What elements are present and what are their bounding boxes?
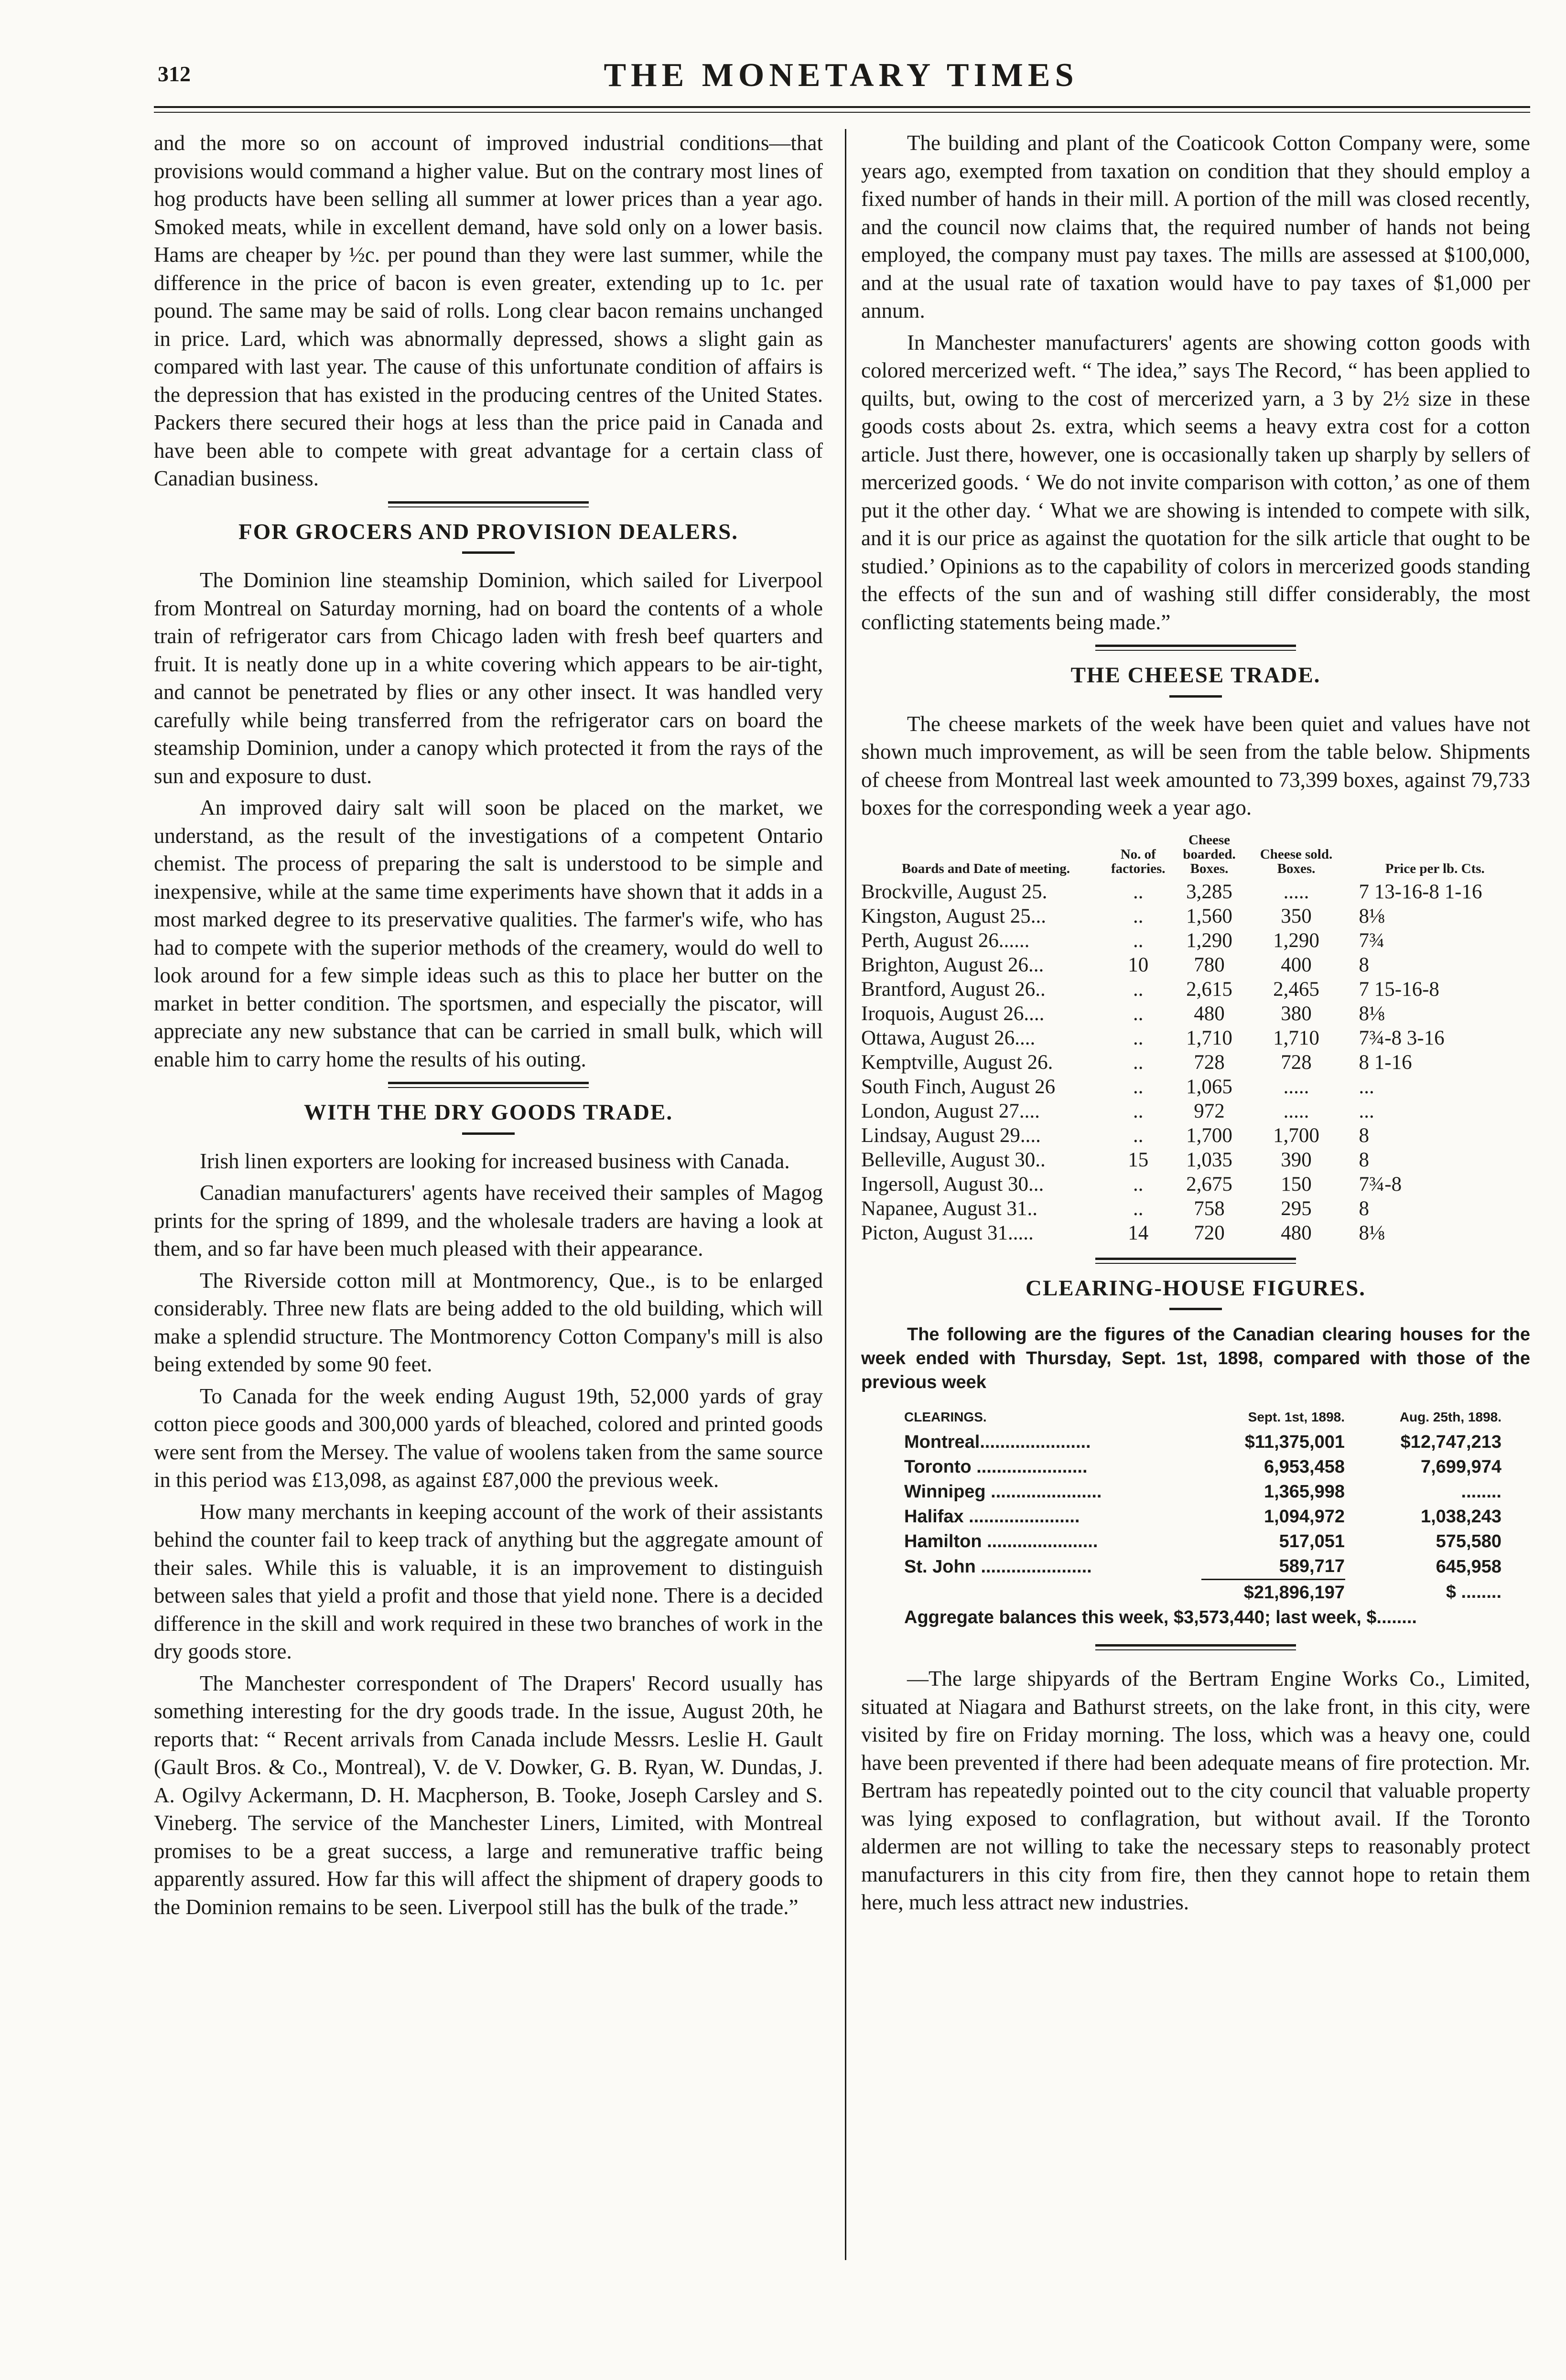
article-paragraph: The Dominion line steamship Dominion, which sailed for Liverpool from Montreal on Saturday morning, had on board the contents of a whole train of refrigerator cars from Chicago laden with fresh beef quarters and fruit. It is neatly done up in a white covering which appears to be air-tight, and cannot be penetrated by flies or any other insect. It was handled very carefully while being transferred from the refrigerator cars on board the steamship Dominion, under a canopy which protected it from the rays of the sun and exposure to dust. — [154, 568, 823, 788]
table-header-row — [861, 1405, 1530, 1430]
table-cell: 517,051 — [1279, 1531, 1345, 1551]
article-paragraph: Canadian manufacturers' agents have received their samples of Magog prints for the spring of 1899, and the wholesale traders are having a look at them, and so far have been much pleased with their appearance. — [154, 1181, 823, 1260]
table-cell: 1,700 — [1273, 1124, 1319, 1147]
table-row — [861, 1221, 1530, 1245]
table-cell: 645,958 — [1436, 1556, 1501, 1577]
table-row — [861, 1075, 1530, 1099]
table-cell: Hamilton ...................... — [904, 1531, 1098, 1551]
header-rule-bottom — [154, 112, 1530, 113]
table-cell: Montreal...................... — [904, 1432, 1091, 1452]
column-divider — [845, 129, 846, 2260]
table-cell: 8⅛ — [1359, 905, 1385, 927]
table-cell: Kingston, August 25... — [861, 905, 1047, 927]
table-cell: Brantford, August 26.. — [861, 978, 1046, 1001]
header-rule-top — [154, 106, 1530, 108]
table-cell: South Finch, August 26 — [861, 1075, 1056, 1098]
table-cell: ..... — [1283, 1099, 1309, 1122]
table-cell: 390 — [1281, 1148, 1312, 1171]
title-underline — [462, 551, 515, 554]
table-cell: 7 13-16-8 1-16 — [1359, 880, 1482, 903]
table-cell: 10 — [1128, 953, 1149, 976]
article-paragraph: In Manchester manufacturers' agents are showing cotton goods with colored mercerized weft. “ The idea,” says The Record, “ has been applied to quilts, but, owing to the cost of mercerized yarn, a 3 by 2½ size in these goods costs about 2s. extra, which seems a heavy extra cost for a cotton article. Just there, however, one is occasionally taken up sharply by sellers of mercerized goods. ‘ We do not invite comparison with cotton,’ as one of them put it the other day. ‘ What we are showing is intended to compete with silk, and it is our price as against the quotation for the silk article that ought to be studied.’ Opinions as to the capability of colors in mercerized goods standing the effects of the sun and of washing still differ considerably, the most conflicting statements being made.” — [861, 330, 1530, 634]
table-cell: St. John ...................... — [904, 1556, 1092, 1577]
table-cell: ... — [1359, 1099, 1374, 1122]
table-cell: 2,675 — [1186, 1173, 1232, 1195]
page-number: 312 — [158, 62, 191, 86]
article-paragraph: and the more so on account of improved industrial conditions—that provisions would command a higher value. But on the contrary most lines of hog products have been selling all summer at lower prices than a year ago. Smoked meats, while in excellent demand, have sold only on a lower basis. Hams are cheaper by ½c. per pound than they were last summer, while the difference in the price of bacon is even greater, extending up to 1c. per pound. The same may be said of rolls. Long clear bacon remains unchanged in price. Lard, which was abnormally depressed, shows a slight gain as compared with last year. The cause of this unfortunate condition of affairs is the depression that has existed in the producing centres of the United States. Packers there secured their hogs at less than the price paid in Canada and have been able to compete with great advantage for a certain class of Canadian business. — [154, 131, 823, 490]
table-cell: 1,560 — [1186, 905, 1232, 927]
table-row — [861, 904, 1530, 928]
article-paragraph: The building and plant of the Coaticook Cotton Company were, some years ago, exempted from taxation on condition that they should employ a fixed number of hands in their mill. A portion of the mill was closed recently, and the council now claims that, the required number of hands not being employed, the company must pay taxes. The mills are assessed at $100,000, and at the usual rate of taxation would have to pay taxes of $1,000 per annum. — [861, 131, 1530, 323]
table-cell: ........ — [1461, 1482, 1501, 1502]
article-paragraph: An improved dairy salt will soon be placed on the market, we understand, as the result of the investigations of a competent Ontario chemist. The process of preparing the salt is understood to be simple and inexpensive, while at the same time experiments have shown that it adds in a most marked degree to its preservative qualities. The farmer's wife, who has had to compete with the superior methods of the creamery, would do well to look around for a few simple ideas such as this to place her butter on the market in better condition. The sportsmen, and especially the piscator, will appreciate any new substance that can be carried in small bulk, which will enable him to carry home the results of his outing. — [154, 796, 823, 1071]
table-cell: 780 — [1194, 953, 1225, 976]
table-cell: 1,035 — [1186, 1148, 1232, 1171]
table-cell: .. — [1133, 1197, 1144, 1220]
table-cell: 1,065 — [1186, 1075, 1232, 1098]
table-row — [861, 1454, 1530, 1479]
table-row — [861, 977, 1530, 1002]
article-paragraph: The Manchester correspondent of The Drapers' Record usually has something interesting for the dry goods trade. In the issue, August 20th, he reports that: “ Recent arrivals from Canada include Messrs. Leslie H. Gault (Gault Bros. & Co., Montreal), V. de V. Dowker, G. B. Ryan, W. Dundas, J. A. Ogilvy Ackermann, D. H. Macpherson, B. Tooke, Joseph Carsley and S. Vineberg. The service of the Manchester Liners, Limited, with Montreal promises to be a great success, a large and remunerative traffic being apparently assured. How far this will affect the shipment of drapery goods to the Dominion remains to be seen. Liverpool still has the bulk of the trade.” — [154, 1671, 823, 1919]
table-cell: ..... — [1283, 1075, 1309, 1098]
table-cell: 3,285 — [1186, 880, 1232, 903]
article-paragraph: To Canada for the week ending August 19th, 52,000 yards of gray cotton piece goods and 300,000 yards of bleached, colored and printed goods were sent from the Mersey. The value of woolens taken from the same source in this period was £13,098, as against £87,000 the previous week. — [154, 1384, 823, 1492]
table-cell: 150 — [1281, 1173, 1312, 1195]
table-cell: Halifax ...................... — [904, 1507, 1080, 1527]
table-cell: 1,365,998 — [1264, 1482, 1345, 1502]
table-row — [861, 1002, 1530, 1026]
cheese-table — [861, 832, 1530, 1245]
table-cell: 1,038,243 — [1420, 1507, 1501, 1527]
table-cell: .. — [1133, 880, 1144, 903]
table-cell: Winnipeg ...................... — [904, 1482, 1102, 1502]
aggregate-balances: Aggregate balances this week, $3,573,440; last week, $........ — [904, 1607, 1417, 1627]
table-cell: ... — [1359, 1075, 1374, 1098]
section-title-clearing: CLEARING-HOUSE FIGURES. — [1026, 1275, 1366, 1301]
section-divider — [388, 1082, 589, 1088]
table-cell: 400 — [1281, 953, 1312, 976]
table-row — [861, 1050, 1530, 1075]
table-cell: 8⅛ — [1359, 1002, 1385, 1025]
table-cell: 728 — [1194, 1051, 1225, 1074]
table-cell: 7¾ — [1359, 929, 1385, 952]
table-row — [861, 1554, 1530, 1580]
table-cell: Perth, August 26...... — [861, 929, 1030, 952]
section-divider — [1095, 1644, 1296, 1650]
table-cell: Kemptville, August 26. — [861, 1051, 1053, 1074]
table-cell: $11,375,001 — [1244, 1432, 1345, 1452]
table-cell: .. — [1133, 929, 1144, 952]
section-title-grocers: FOR GROCERS AND PROVISION DEALERS. — [238, 519, 738, 544]
section-title-cheese: THE CHEESE TRADE. — [1070, 663, 1321, 688]
clearing-intro: The following are the figures of the Canadian clearing houses for the week ended with Thursday, Sept. 1st, 1898, compared with those of the previous week — [861, 1325, 1530, 1392]
section-title-dry-goods: WITH THE DRY GOODS TRADE. — [303, 1100, 673, 1125]
title-underline — [1169, 695, 1222, 698]
table-cell: 1,094,972 — [1264, 1507, 1345, 1527]
table-cell: $12,747,213 — [1400, 1432, 1501, 1452]
blank-cell — [861, 1580, 1201, 1605]
table-cell: 1,710 — [1186, 1026, 1232, 1049]
masthead: THE MONETARY TIMES — [604, 57, 1079, 94]
table-cell: .. — [1133, 905, 1144, 927]
page-header — [158, 56, 1524, 99]
article-paragraph: How many merchants in keeping account of the work of their assistants behind the counter fail to keep track of anything but the aggregate amount of their sales. While this is valuable, it is an improvement to distinguish between sales that yield a profit and those that yield none. There is a decided difference in the skill and work required in these two branches of work in the dry goods store. — [154, 1499, 823, 1663]
table-row — [861, 1529, 1530, 1554]
table-cell: 8 — [1359, 1148, 1370, 1171]
table-header-row — [861, 832, 1530, 880]
section-divider — [1095, 645, 1296, 651]
table-cell: 589,717 — [1279, 1556, 1345, 1576]
cheese-table-body — [861, 880, 1530, 1245]
table-cell: .. — [1133, 1099, 1144, 1122]
table-cell: 758 — [1194, 1197, 1225, 1220]
table-row — [861, 1026, 1530, 1050]
column-header: Boards and Date of meeting. — [901, 861, 1070, 876]
table-row — [861, 880, 1530, 904]
table-cell: 8 — [1359, 1197, 1370, 1220]
table-cell: 8 1-16 — [1359, 1051, 1412, 1074]
table-cell: .. — [1133, 1173, 1144, 1195]
table-row — [861, 953, 1530, 977]
table-cell: .. — [1133, 1002, 1144, 1025]
table-cell: 480 — [1281, 1221, 1312, 1244]
table-cell: 8 — [1359, 1124, 1370, 1147]
table-cell: ..... — [1283, 880, 1309, 903]
table-cell: 295 — [1281, 1197, 1312, 1220]
title-underline — [1169, 1308, 1222, 1310]
table-cell: Brighton, August 26... — [861, 953, 1044, 976]
table-cell: 15 — [1128, 1148, 1149, 1171]
table-row — [861, 1504, 1530, 1529]
table-cell: .. — [1133, 1026, 1144, 1049]
table-cell: 7¾-8 3-16 — [1359, 1026, 1445, 1049]
table-cell: 7¾-8 — [1359, 1173, 1402, 1195]
section-divider — [1095, 1258, 1296, 1264]
table-cell: 720 — [1194, 1221, 1225, 1244]
table-row — [861, 928, 1530, 953]
table-cell: 8⅛ — [1359, 1221, 1385, 1244]
table-cell: 7,699,974 — [1420, 1457, 1501, 1477]
table-cell: Ingersoll, August 30... — [861, 1173, 1044, 1195]
table-row — [861, 1148, 1530, 1172]
table-row — [861, 1123, 1530, 1148]
table-row — [861, 1196, 1530, 1221]
table-cell: Lindsay, August 29.... — [861, 1124, 1041, 1147]
table-cell: .. — [1133, 1051, 1144, 1074]
article-paragraph: The Riverside cotton mill at Montmorency, Que., is to be enlarged considerably. Three new flats are being added to the old building, which will make a splendid structure. The Montmorency Cotton Company's mill is also being extended by some 90 feet. — [154, 1268, 823, 1376]
right-column — [861, 129, 1530, 1920]
table-cell: Toronto ...................... — [904, 1457, 1088, 1477]
table-cell: Picton, August 31..... — [861, 1221, 1034, 1244]
section-divider — [388, 501, 589, 507]
table-cell: 8 — [1359, 953, 1370, 976]
left-column — [154, 129, 823, 1925]
table-cell: Ottawa, August 26.... — [861, 1026, 1036, 1049]
column-header: Aug. 25th, 1898. — [1399, 1410, 1501, 1424]
table-cell: 14 — [1128, 1221, 1149, 1244]
column-header: Price per lb. Cts. — [1385, 861, 1485, 876]
clearing-table-body — [861, 1430, 1530, 1580]
table-row — [861, 1479, 1530, 1504]
column-header: Cheese sold. Boxes. — [1260, 846, 1333, 876]
article-paragraph: Irish linen exporters are looking for increased business with Canada. — [200, 1149, 790, 1173]
table-cell: 728 — [1281, 1051, 1312, 1074]
table-cell: 2,615 — [1186, 978, 1232, 1001]
table-cell: 380 — [1281, 1002, 1312, 1025]
column-header: No. of factories. — [1111, 846, 1166, 876]
table-cell: 6,953,458 — [1264, 1457, 1345, 1477]
table-cell: 2,465 — [1273, 978, 1319, 1001]
table-row — [861, 1430, 1530, 1454]
column-header: Sept. 1st, 1898. — [1248, 1410, 1345, 1424]
table-cell: Brockville, August 25. — [861, 880, 1048, 903]
table-cell: 972 — [1194, 1099, 1225, 1122]
table-cell: 480 — [1194, 1002, 1225, 1025]
table-cell: Iroquois, August 26.... — [861, 1002, 1045, 1025]
table-cell: 7 15-16-8 — [1359, 978, 1439, 1001]
clearing-total-row — [861, 1580, 1530, 1605]
table-cell: .. — [1133, 978, 1144, 1001]
table-row — [861, 1099, 1530, 1123]
column-header: Cheese boarded. Boxes. — [1183, 832, 1236, 876]
table-cell: Napanee, August 31.. — [861, 1197, 1038, 1220]
table-cell: 1,700 — [1186, 1124, 1232, 1147]
column-header: CLEARINGS. — [904, 1410, 987, 1424]
table-cell: 1,290 — [1186, 929, 1232, 952]
total-aug: $ ........ — [1446, 1582, 1501, 1603]
table-row — [861, 1172, 1530, 1196]
table-cell: .. — [1133, 1075, 1144, 1098]
table-cell: London, August 27.... — [861, 1099, 1040, 1122]
title-underline — [462, 1132, 515, 1135]
table-cell: 350 — [1281, 905, 1312, 927]
table-cell: Belleville, August 30.. — [861, 1148, 1046, 1171]
table-cell: 1,710 — [1273, 1026, 1319, 1049]
table-cell: .. — [1133, 1124, 1144, 1147]
table-cell: 575,580 — [1436, 1531, 1501, 1551]
article-paragraph: The cheese markets of the week have been quiet and values have not shown much improvement, as will be seen from the table below. Shipments of cheese from Montreal last week amounted to 73,399 boxes, against 79,733 boxes for the corresponding week a year ago. — [861, 711, 1530, 819]
clearing-table — [861, 1405, 1530, 1605]
table-cell: 1,290 — [1273, 929, 1319, 952]
article-paragraph: —The large shipyards of the Bertram Engine Works Co., Limited, situated at Niagara and Bathurst streets, on the lake front, in this city, were visited by fire on Friday morning. The loss, which was a heavy one, could have been prevented if there had been adequate means of fire protection. Mr. Bertram has repeatedly pointed out to the city council that valuable property was lying exposed to conflagration, but without avail. If the Toronto aldermen are not willing to take the necessary steps to reasonably protect manufacturers in this city from fire, then they cannot hope to retain them here, much less attract new industries. — [861, 1667, 1530, 1914]
total-sept: $21,896,197 — [1201, 1580, 1345, 1605]
